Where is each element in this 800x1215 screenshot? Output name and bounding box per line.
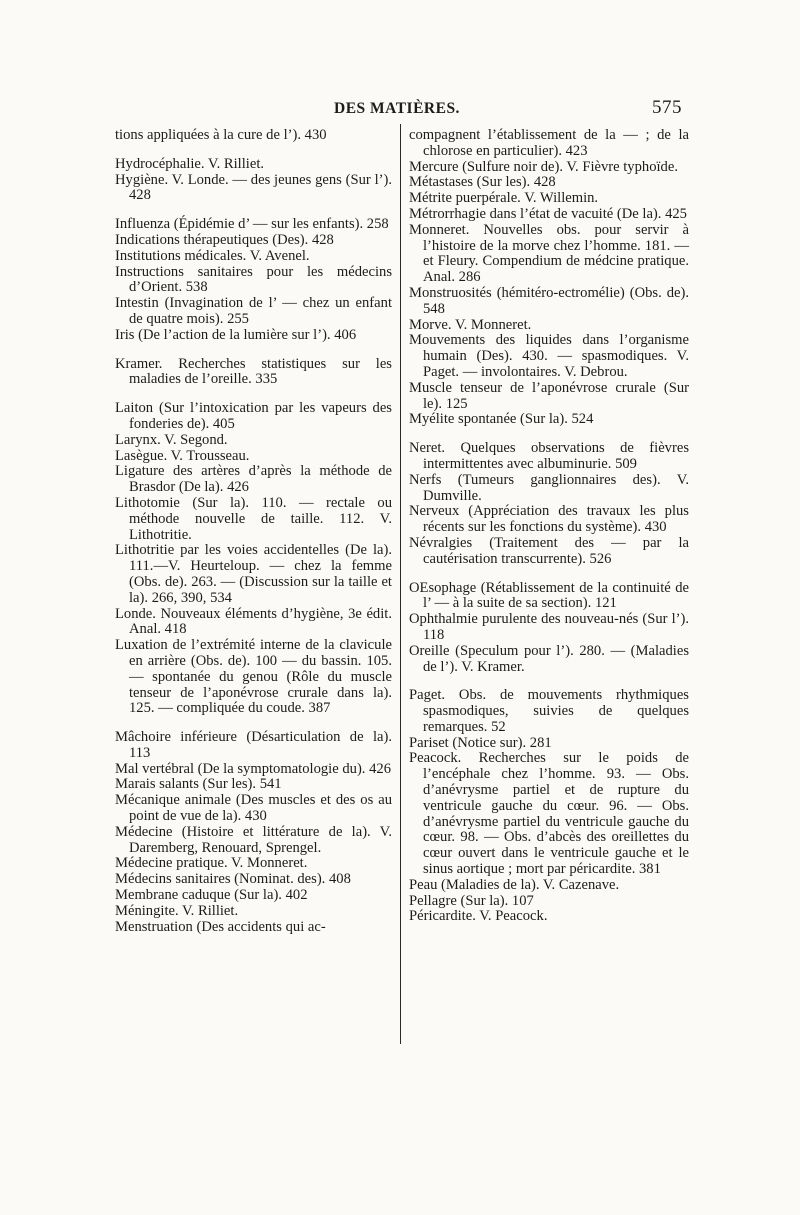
index-entry: Intestin (Invagination de l’ — chez un enfant de quatre mois). 255 bbox=[115, 295, 392, 327]
index-entry: tions appliquées à la cure de l’). 430 bbox=[115, 127, 327, 143]
index-entry: Peau (Maladies de la). V. Cazenave. bbox=[409, 876, 620, 893]
index-column-left bbox=[115, 128, 392, 935]
index-entry: Kramer. Recherches statistiques sur les maladies de l’oreille. 335 bbox=[115, 355, 392, 388]
index-entry: Médecine pratique. V. Monneret. bbox=[115, 855, 308, 872]
index-entry: Métrorrhagie dans l’état de vacuité (De la). 425 bbox=[409, 205, 687, 222]
index-entry: Névralgies (Traitement des — par la cautérisation transcurrente). 526 bbox=[409, 534, 689, 567]
index-entry: Muscle tenseur de l’aponévrose crurale (Sur le). 125 bbox=[409, 379, 689, 412]
column-divider bbox=[400, 124, 401, 1044]
index-entry: Myélite spontanée (Sur la). 524 bbox=[409, 411, 594, 428]
index-entry: Instructions sanitaires pour les médecins d’Orient. 538 bbox=[115, 263, 392, 296]
index-entry: Paget. Obs. de mouvements rhythmiques spasmodiques, suivies de quelques remarques. 52 bbox=[409, 687, 689, 735]
index-entry: Métrite puerpérale. V. Willemin. bbox=[409, 190, 599, 207]
index-entry: Peacock. Recherches sur le poids de l’encéphale chez l’homme. 93. — Obs. d’anévrysme partiel et de rupture du ventricule gauche du cœur. 96. — Obs. d’anévrysme partiel du ventricule gauche du cœur. 98. — Obs. d’abcès des oreillettes du cœur ouvert dans le ventricule gauche et le sinus aortique ; mort par péricardite. 381 bbox=[409, 750, 689, 878]
index-entry: Métastases (Sur les). 428 bbox=[409, 174, 556, 191]
page-number: 575 bbox=[652, 97, 682, 118]
index-entry: Iris (De l’action de la lumière sur l’). 406 bbox=[115, 326, 357, 343]
index-entry: Pellagre (Sur la). 107 bbox=[409, 892, 534, 909]
index-entry: compagnent l’établissement de la — ; de la chlorose en particulier). 423 bbox=[409, 127, 689, 159]
index-entry: Mâchoire inférieure (Désarticulation de la). 113 bbox=[115, 729, 392, 761]
index-entry: Médecine (Histoire et littérature de la). V. Daremberg, Renouard, Sprengel. bbox=[115, 823, 392, 856]
index-entry: Morve. V. Monneret. bbox=[409, 316, 532, 333]
index-entry: Menstruation (Des accidents qui ac- bbox=[115, 918, 326, 935]
index-entry: Londe. Nouveaux éléments d’hygiène, 3e édit. Anal. 418 bbox=[115, 605, 392, 638]
index-entry: Hydrocéphalie. V. Rilliet. bbox=[115, 155, 265, 172]
index-entry: Lithotomie (Sur la). 110. — rectale ou méthode nouvelle de taille. 112. V. Lithotritie. bbox=[115, 494, 392, 543]
index-entry: Nerveux (Appréciation des travaux les plus récents sur les fonctions du système). 430 bbox=[409, 503, 689, 536]
index-entry: Indications thérapeutiques (Des). 428 bbox=[115, 231, 334, 248]
index-entry: Influenza (Épidémie d’ — sur les enfants). 258 bbox=[115, 216, 389, 233]
page-header bbox=[0, 97, 800, 124]
index-entry: Monneret. Nouvelles obs. pour servir à l’histoire de la morve chez l’homme. 181. — et Fleury. Compendium de médcine pratique. Anal. 286 bbox=[409, 221, 689, 286]
index-entry: Péricardite. V. Peacock. bbox=[409, 908, 548, 925]
index-entry: Membrane caduque (Sur la). 402 bbox=[115, 887, 308, 904]
index-entry: Nerfs (Tumeurs ganglionnaires des). V. Dumville. bbox=[409, 471, 689, 504]
index-entry: Pariset (Notice sur). 281 bbox=[409, 734, 552, 751]
index-column-right bbox=[409, 128, 689, 925]
index-entry: Luxation de l’extrémité interne de la clavicule en arrière (Obs. de). 100 — du bassin. 105. — spontanée du genou (Rôle du muscle tenseur de l’aponévrose crurale dans la). 125. — compliquée du coude. 387 bbox=[115, 637, 392, 717]
index-entry: Mécanique animale (Des muscles et des os au point de vue de la). 430 bbox=[115, 792, 392, 825]
index-entry: OEsophage (Rétablissement de la continuité de l’ — à la suite de sa section). 121 bbox=[409, 579, 689, 612]
index-entry: Neret. Quelques observations de fièvres intermittentes avec albuminurie. 509 bbox=[409, 440, 689, 472]
index-entry: Oreille (Speculum pour l’). 280. — (Maladies de l’). V. Kramer. bbox=[409, 642, 689, 675]
index-entry: Institutions médicales. V. Avenel. bbox=[115, 247, 310, 264]
index-entry: Lithotritie par les voies accidentelles (De la). 111.—V. Heurteloup. — chez la femme (Obs. de). 263. — (Discussion sur la taille et la). 266, 390, 534 bbox=[115, 542, 392, 606]
running-title: DES MATIÈRES. bbox=[334, 100, 460, 117]
index-entry: Ophthalmie purulente des nouveau-nés (Sur l’). 118 bbox=[409, 611, 689, 643]
index-entry: Lasègue. V. Trousseau. bbox=[115, 447, 250, 464]
index-entry: Marais salants (Sur les). 541 bbox=[115, 776, 282, 793]
index-entry: Larynx. V. Segond. bbox=[115, 431, 228, 448]
index-entry: Méningite. V. Rilliet. bbox=[115, 902, 239, 919]
index-entry: Mal vertébral (De la symptomatologie du). 426 bbox=[115, 760, 391, 777]
index-entry: Hygiène. V. Londe. — des jeunes gens (Sur l’). 428 bbox=[115, 171, 392, 204]
index-entry: Laiton (Sur l’intoxication par les vapeurs des fonderies de). 405 bbox=[115, 400, 392, 432]
index-entry: Mouvements des liquides dans l’organisme humain (Des). 430. — spasmodiques. V. Paget. — involontaires. V. Debrou. bbox=[409, 332, 689, 380]
index-entry: Médecins sanitaires (Nominat. des). 408 bbox=[115, 871, 351, 888]
index-entry: Mercure (Sulfure noir de). V. Fièvre typhoïde. bbox=[409, 158, 678, 175]
index-entry: Ligature des artères d’après la méthode de Brasdor (De la). 426 bbox=[115, 463, 392, 496]
index-entry: Monstruosités (hémitéro-ectromélie) (Obs. de). 548 bbox=[409, 284, 689, 317]
